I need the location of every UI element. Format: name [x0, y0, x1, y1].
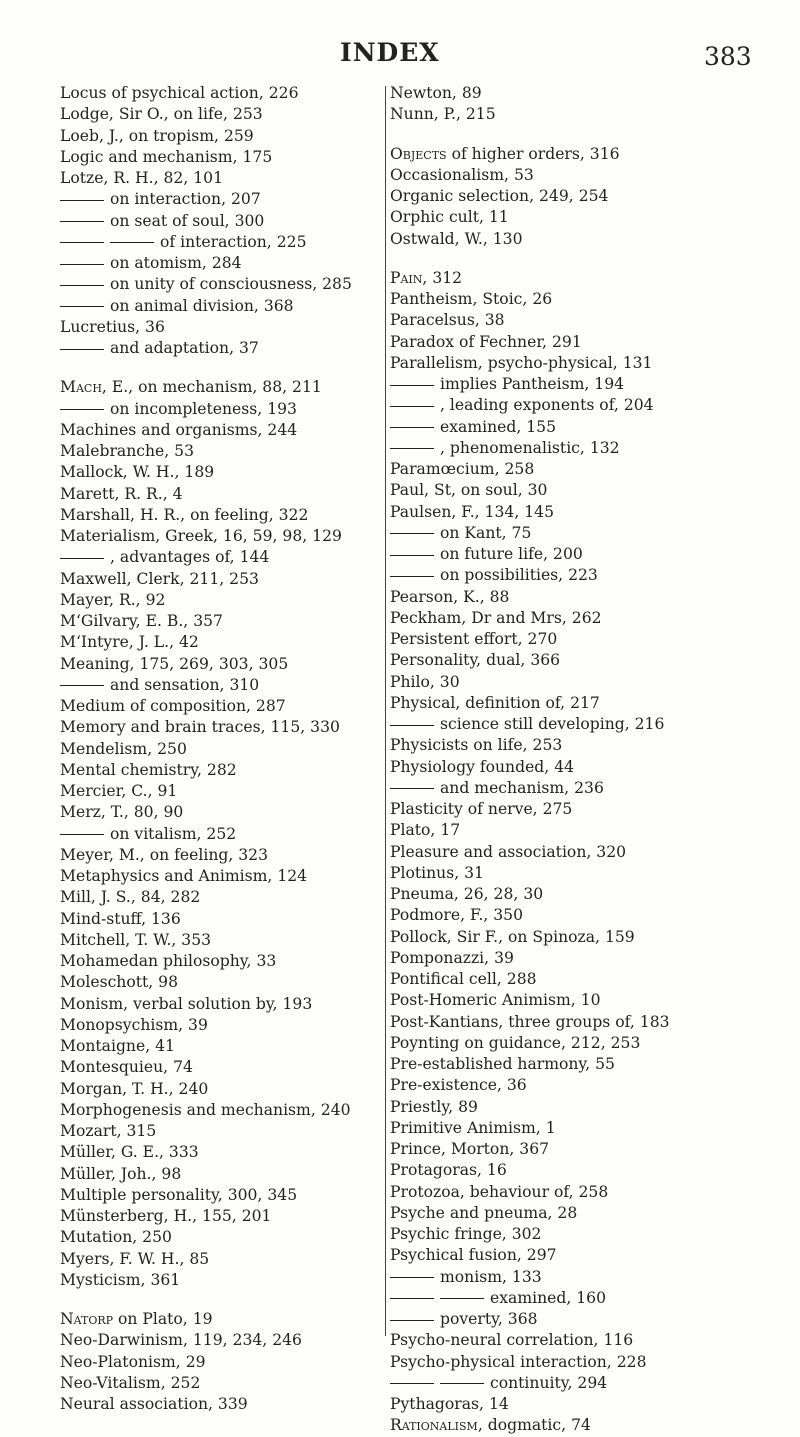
ditto-dash	[390, 1298, 434, 1299]
section-gap	[390, 250, 795, 268]
index-subentry	[60, 274, 385, 295]
index-entry	[390, 229, 795, 250]
index-entry	[390, 905, 795, 926]
entry-text: Müller, G. E., 333	[60, 1143, 199, 1162]
index-subentry	[390, 395, 795, 416]
entry-text: Neural association, 339	[60, 1395, 248, 1413]
section-gap	[60, 359, 385, 377]
ditto-dash	[390, 1277, 434, 1278]
index-entry	[390, 83, 795, 104]
index-entry	[390, 502, 795, 523]
entry-text: Mayer, R., 92	[60, 590, 166, 609]
index-entry	[390, 1415, 795, 1436]
index-entry	[60, 462, 385, 483]
entry-text: Organic selection, 249, 254	[390, 187, 609, 205]
index-entry	[60, 526, 385, 547]
index-entry	[60, 441, 385, 462]
entry-text: Newton, 89	[390, 84, 482, 102]
entry-text: Medium of composition, 287	[60, 697, 286, 715]
index-entry	[60, 1079, 385, 1100]
entry-text: Meaning, 175, 269, 303, 305	[60, 654, 289, 673]
entry-text: examined, 155	[440, 417, 557, 436]
entry-text: Montaigne, 41	[60, 1037, 175, 1055]
entry-text: Ostwald, W., 130	[390, 229, 523, 248]
ditto-dash	[390, 533, 434, 534]
ditto-dash	[390, 385, 434, 386]
index-entry	[390, 186, 795, 207]
index-entry	[60, 930, 385, 951]
index-entry	[390, 820, 795, 841]
entry-text: Müller, Joh., 98	[60, 1164, 182, 1183]
entry-text: Maxwell, Clerk, 211, 253	[60, 569, 259, 588]
index-entry	[390, 990, 795, 1011]
index-entry	[60, 590, 385, 611]
entry-text: Morgan, T. H., 240	[60, 1079, 209, 1098]
entry-text: Occasionalism, 53	[390, 165, 534, 184]
entry-text: Physiology founded, 44	[390, 757, 575, 776]
index-entry	[390, 104, 795, 125]
entry-text: and mechanism, 236	[440, 778, 604, 797]
index-entry	[60, 484, 385, 505]
entry-text: Pomponazzi, 39	[390, 948, 514, 967]
index-entry	[60, 1142, 385, 1163]
index-entry	[390, 799, 795, 820]
index-entry	[60, 1227, 385, 1248]
index-entry	[60, 845, 385, 866]
ditto-dash	[60, 200, 104, 201]
index-entry	[60, 802, 385, 823]
entry-text: , leading exponents of, 204	[440, 396, 654, 415]
entry-text: Pain, 312	[390, 268, 463, 287]
index-subentry	[390, 544, 795, 565]
entry-text: Meyer, M., on feeling, 323	[60, 845, 269, 864]
entry-text: Pollock, Sir F., on Spinoza, 159	[390, 927, 635, 946]
entry-text: Personality, dual, 366	[390, 651, 561, 670]
entry-text: Lucretius, 36	[60, 317, 165, 336]
entry-text: Mercier, C., 91	[60, 782, 178, 800]
entry-text: Mental chemistry, 282	[60, 760, 237, 779]
entry-text: Pleasure and association, 320	[390, 842, 627, 861]
index-column-left	[60, 83, 385, 1415]
ditto-dash	[390, 576, 434, 577]
index-subentry	[390, 565, 795, 586]
index-entry	[60, 1036, 385, 1057]
page-header	[0, 38, 800, 78]
entry-text: Priestly, 89	[390, 1097, 478, 1116]
index-entry	[60, 866, 385, 887]
ditto-dash	[60, 558, 104, 559]
index-entry	[390, 1097, 795, 1118]
entry-text: Poynting on guidance, 212, 253	[390, 1033, 641, 1052]
section-gap	[60, 1291, 385, 1309]
index-entry	[60, 317, 385, 338]
entry-text: on atomism, 284	[110, 254, 242, 272]
entry-text: Pontifical cell, 288	[390, 970, 537, 988]
index-entry	[390, 842, 795, 863]
entry-text: Neo-Darwinism, 119, 234, 246	[60, 1331, 302, 1350]
entry-text: Münsterberg, H., 155, 201	[60, 1207, 272, 1225]
entry-text: Parallelism, psycho-physical, 131	[390, 353, 653, 372]
entry-text: Rationalism, dogmatic, 74	[390, 1416, 591, 1435]
entry-text: Paradox of Fechner, 291	[390, 332, 582, 351]
entry-text: on incompleteness, 193	[110, 399, 297, 418]
entry-text: implies Pantheism, 194	[440, 375, 625, 393]
index-entry	[390, 948, 795, 969]
entry-text: Myers, F. W. H., 85	[60, 1249, 210, 1268]
ditto-dash	[440, 1298, 484, 1299]
index-entry	[60, 972, 385, 993]
index-entry	[60, 420, 385, 441]
index-entry	[390, 587, 795, 608]
entry-text: Psycho-physical interaction, 228	[390, 1352, 647, 1371]
entry-text: Malebranche, 53	[60, 442, 195, 460]
entry-text: Post-Kantians, three groups of, 183	[390, 1012, 670, 1031]
ditto-dash	[390, 555, 434, 556]
index-entry	[60, 654, 385, 675]
index-entry	[60, 1249, 385, 1270]
index-subentry	[390, 714, 795, 735]
index-entry	[390, 1182, 795, 1203]
index-subentry	[390, 438, 795, 459]
entry-text: Psyche and pneuma, 28	[390, 1203, 578, 1222]
entry-text: Paulsen, F., 134, 145	[390, 502, 555, 521]
entry-text: Nunn, P., 215	[390, 105, 496, 124]
entry-text: Psychical fusion, 297	[390, 1246, 557, 1265]
entry-text: Mitchell, T. W., 353	[60, 930, 212, 949]
index-entry	[60, 1373, 385, 1394]
index-entry	[60, 1185, 385, 1206]
index-entry	[60, 1057, 385, 1078]
index-entry	[390, 629, 795, 650]
page-title: INDEX	[340, 38, 440, 67]
index-column-right	[390, 83, 795, 1437]
index-entry	[390, 1394, 795, 1415]
entry-text: on seat of soul, 300	[110, 211, 265, 230]
ditto-dash	[390, 725, 434, 726]
entry-text: of interaction, 225	[160, 232, 307, 251]
index-entry	[390, 165, 795, 186]
entry-text: Neo-Vitalism, 252	[60, 1373, 201, 1392]
index-entry	[390, 1203, 795, 1224]
index-entry	[390, 608, 795, 629]
index-subentry	[390, 374, 795, 395]
index-entry	[60, 377, 385, 398]
index-entry	[390, 1330, 795, 1351]
entry-text: Mysticism, 361	[60, 1270, 181, 1289]
entry-text: and adaptation, 37	[110, 339, 259, 357]
entry-text: Loeb, J., on tropism, 259	[60, 126, 254, 145]
index-entry	[390, 927, 795, 948]
ditto-dash	[390, 1320, 434, 1321]
ditto-dash	[60, 221, 104, 222]
entry-text: Monopsychism, 39	[60, 1015, 208, 1034]
index-entry	[60, 887, 385, 908]
entry-text: Paramœcium, 258	[390, 460, 535, 478]
index-entry	[390, 757, 795, 778]
index-entry	[390, 480, 795, 501]
ditto-dash	[440, 1383, 484, 1384]
entry-text: Mutation, 250	[60, 1228, 172, 1247]
entry-text: Marett, R. R., 4	[60, 484, 183, 503]
index-entry	[390, 693, 795, 714]
entry-text: Prince, Morton, 367	[390, 1140, 550, 1158]
index-entry	[60, 739, 385, 760]
entry-text: Mach, E., on mechanism, 88, 211	[60, 378, 322, 397]
index-entry	[60, 611, 385, 632]
index-subentry	[60, 211, 385, 232]
index-entry	[60, 951, 385, 972]
index-entry	[390, 1118, 795, 1139]
index-entry	[390, 310, 795, 331]
index-entry	[60, 1309, 385, 1330]
ditto-dash	[60, 409, 104, 410]
index-entry	[60, 909, 385, 930]
index-entry	[390, 268, 795, 289]
entry-text: Lodge, Sir O., on life, 253	[60, 105, 263, 124]
index-entry	[390, 735, 795, 756]
index-entry	[390, 289, 795, 310]
entry-text: Pre-established harmony, 55	[390, 1055, 615, 1073]
entry-text: Locus of psychical action, 226	[60, 84, 299, 102]
ditto-dash	[390, 788, 434, 789]
index-entry	[390, 1054, 795, 1075]
entry-text: M‘Gilvary, E. B., 357	[60, 612, 223, 630]
entry-text: Persistent effort, 270	[390, 630, 558, 648]
index-entry	[390, 207, 795, 228]
index-entry	[390, 650, 795, 671]
ditto-dash	[60, 349, 104, 350]
index-entry	[60, 569, 385, 590]
index-subentry	[60, 338, 385, 359]
index-entry	[60, 632, 385, 653]
index-entry	[60, 83, 385, 104]
entry-text: Physicists on life, 253	[390, 736, 563, 755]
entry-text: Mind-stuff, 136	[60, 909, 181, 928]
index-entry	[390, 144, 795, 165]
index-entry	[60, 147, 385, 168]
index-entry	[60, 1330, 385, 1351]
index-entry	[390, 332, 795, 353]
entry-text: Philo, 30	[390, 672, 460, 691]
index-entry	[60, 126, 385, 147]
index-entry	[60, 717, 385, 738]
index-subentry	[60, 232, 385, 253]
index-entry	[390, 1160, 795, 1181]
index-entry	[390, 1012, 795, 1033]
entry-text: Pythagoras, 14	[390, 1395, 509, 1413]
column-divider	[385, 86, 386, 1336]
index-entry	[60, 1100, 385, 1121]
index-entry	[390, 1075, 795, 1096]
index-subentry	[60, 547, 385, 568]
entry-text: , phenomenalistic, 132	[440, 438, 620, 457]
index-entry	[60, 1164, 385, 1185]
index-entry	[60, 1015, 385, 1036]
entry-text: Protagoras, 16	[390, 1161, 507, 1180]
entry-text: Paul, St, on soul, 30	[390, 481, 548, 500]
page-number: 383	[704, 42, 752, 71]
index-entry	[60, 781, 385, 802]
index-entry	[390, 1224, 795, 1245]
entry-text: poverty, 368	[440, 1310, 538, 1328]
entry-text: on animal division, 368	[110, 296, 294, 315]
entry-text: M‘Intyre, J. L., 42	[60, 633, 199, 652]
ditto-dash	[60, 264, 104, 265]
index-subentry	[60, 824, 385, 845]
entry-text: Machines and organisms, 244	[60, 420, 298, 439]
entry-text: on possibilities, 223	[440, 566, 598, 585]
index-entry	[60, 760, 385, 781]
index-entry	[60, 1270, 385, 1291]
entry-text: monism, 133	[440, 1267, 542, 1286]
index-entry	[390, 969, 795, 990]
entry-text: Psychic fringe, 302	[390, 1225, 542, 1243]
entry-text: on unity of consciousness, 285	[110, 275, 352, 294]
index-entry	[60, 505, 385, 526]
ditto-dash	[60, 685, 104, 686]
index-subentry	[60, 189, 385, 210]
entry-text: Pearson, K., 88	[390, 587, 510, 606]
index-entry	[60, 1394, 385, 1415]
entry-text: Logic and mechanism, 175	[60, 147, 273, 166]
entry-text: Plato, 17	[390, 821, 461, 840]
ditto-dash	[60, 285, 104, 286]
index-entry	[60, 1206, 385, 1227]
index-entry	[390, 1245, 795, 1266]
entry-text: Morphogenesis and mechanism, 240	[60, 1100, 351, 1119]
index-entry	[60, 168, 385, 189]
entry-text: Metaphysics and Animism, 124	[60, 867, 308, 885]
entry-text: and sensation, 310	[110, 675, 260, 694]
index-entry	[60, 1352, 385, 1373]
entry-text: Memory and brain traces, 115, 330	[60, 718, 340, 737]
entry-text: Mill, J. S., 84, 282	[60, 888, 201, 907]
entry-text: Natorp on Plato, 19	[60, 1310, 213, 1328]
index-entry	[390, 672, 795, 693]
entry-text: on interaction, 207	[110, 190, 261, 209]
entry-text: Post-Homeric Animism, 10	[390, 991, 601, 1010]
entry-text: Orphic cult, 11	[390, 208, 509, 227]
index-entry	[390, 1352, 795, 1373]
entry-text: Montesquieu, 74	[60, 1058, 193, 1077]
entry-text: Mallock, W. H., 189	[60, 463, 215, 482]
index-subentry	[390, 1373, 795, 1394]
index-subentry	[390, 417, 795, 438]
entry-text: Marshall, H. R., on feeling, 322	[60, 505, 309, 524]
entry-text: Monism, verbal solution by, 193	[60, 994, 313, 1013]
entry-text: Primitive Animism, 1	[390, 1118, 556, 1137]
index-entry	[390, 1139, 795, 1160]
entry-text: Multiple personality, 300, 345	[60, 1185, 298, 1204]
ditto-dash	[60, 242, 104, 243]
index-subentry	[60, 675, 385, 696]
entry-text: Plasticity of nerve, 275	[390, 800, 573, 818]
section-gap	[390, 126, 795, 144]
entry-text: Psycho-neural correlation, 116	[390, 1331, 634, 1350]
ditto-dash	[390, 448, 434, 449]
ditto-dash	[60, 306, 104, 307]
index-subentry	[60, 296, 385, 317]
index-subentry	[390, 778, 795, 799]
index-entry	[60, 696, 385, 717]
entry-text: Paracelsus, 38	[390, 311, 505, 330]
entry-text: Materialism, Greek, 16, 59, 98, 129	[60, 527, 342, 545]
ditto-dash	[390, 406, 434, 407]
entry-text: Mozart, 315	[60, 1122, 157, 1140]
entry-text: Physical, definition of, 217	[390, 693, 600, 712]
entry-text: Pantheism, Stoic, 26	[390, 290, 553, 308]
ditto-dash	[390, 1383, 434, 1384]
index-entry	[60, 994, 385, 1015]
entry-text: Lotze, R. H., 82, 101	[60, 169, 224, 187]
index-entry	[390, 863, 795, 884]
entry-text: Peckham, Dr and Mrs, 262	[390, 608, 602, 627]
index-entry	[390, 884, 795, 905]
entry-text: Moleschott, 98	[60, 973, 179, 992]
entry-text: examined, 160	[490, 1288, 607, 1307]
index-subentry	[390, 1309, 795, 1330]
index-subentry	[60, 399, 385, 420]
index-entry	[390, 1033, 795, 1054]
index-subentry	[60, 253, 385, 274]
index-subentry	[390, 1267, 795, 1288]
index-entry	[60, 104, 385, 125]
ditto-dash	[110, 242, 154, 243]
ditto-dash	[390, 427, 434, 428]
entry-text: Merz, T., 80, 90	[60, 803, 184, 822]
entry-text: on vitalism, 252	[110, 824, 237, 843]
ditto-dash	[60, 834, 104, 835]
entry-text: continuity, 294	[490, 1373, 608, 1392]
entry-text: Mohamedan philosophy, 33	[60, 952, 277, 970]
entry-text: , advantages of, 144	[110, 548, 270, 567]
entry-text: on future life, 200	[440, 545, 583, 563]
entry-text: Podmore, F., 350	[390, 906, 524, 925]
index-entry	[390, 353, 795, 374]
index-subentry	[390, 1288, 795, 1309]
index-entry	[390, 459, 795, 480]
entry-text: science still developing, 216	[440, 715, 665, 733]
entry-text: Neo-Platonism, 29	[60, 1352, 206, 1371]
entry-text: Objects of higher orders, 316	[390, 144, 620, 163]
entry-text: Protozoa, behaviour of, 258	[390, 1182, 609, 1201]
entry-text: Mendelism, 250	[60, 739, 187, 758]
entry-text: Pre-existence, 36	[390, 1076, 527, 1095]
index-entry	[60, 1121, 385, 1142]
entry-text: Pneuma, 26, 28, 30	[390, 885, 544, 903]
index-subentry	[390, 523, 795, 544]
entry-text: Plotinus, 31	[390, 863, 484, 882]
entry-text: on Kant, 75	[440, 523, 532, 542]
